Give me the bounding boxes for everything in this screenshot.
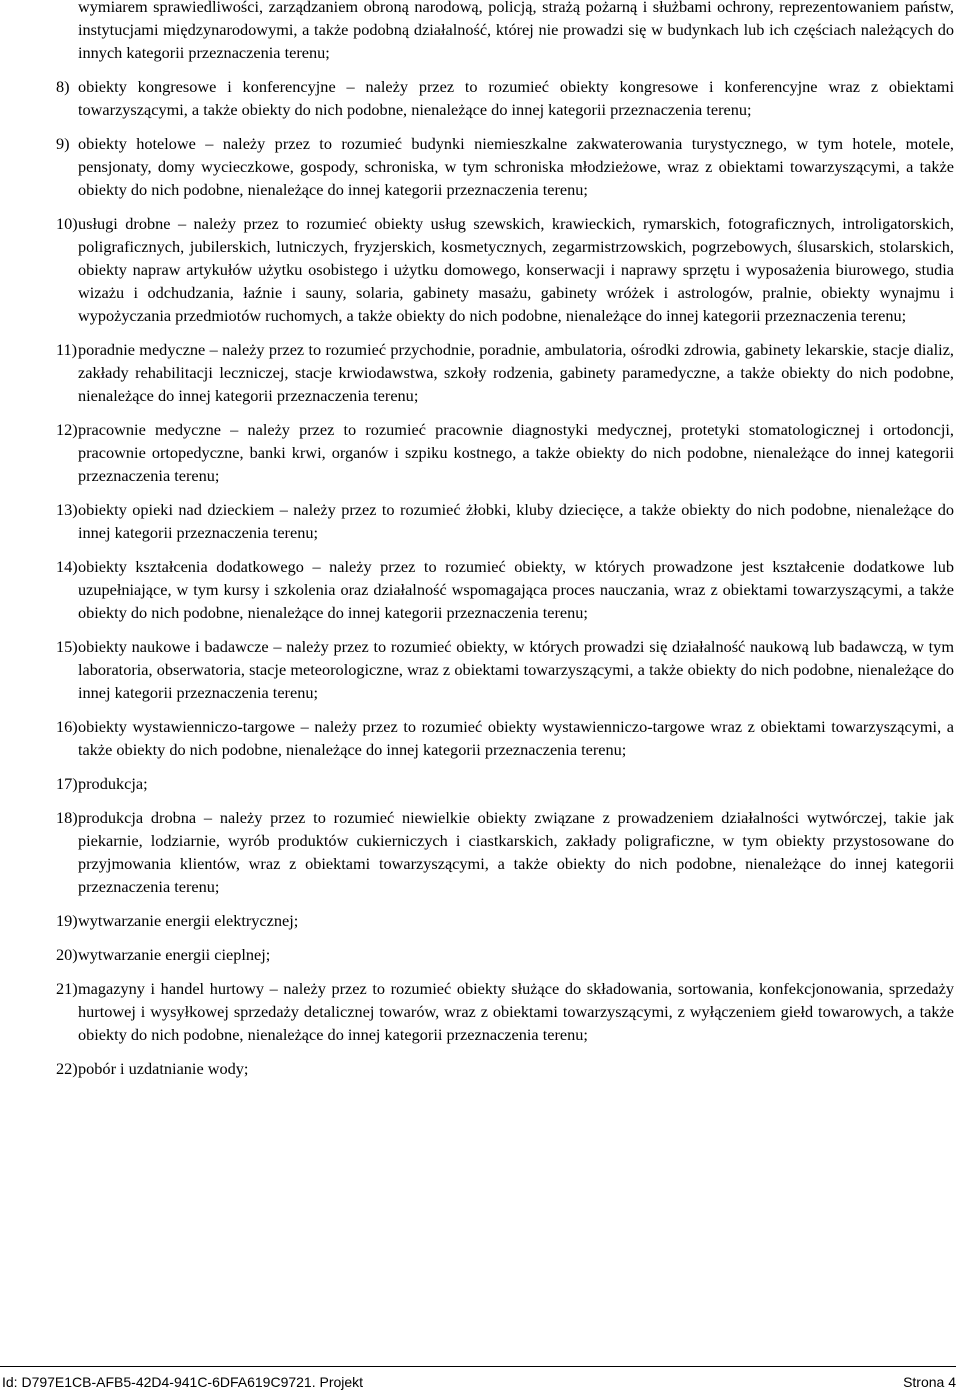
list-item-number: 10) <box>56 214 78 233</box>
list-item-number: 22) <box>56 1059 78 1078</box>
list-item-text: obiekty kształcenia dodatkowego – należy przez to rozumieć obiekty, w których prowadzone jest kształcenie dodatkowe lub uzupełniające, w tym kursy i szkolenia oraz działalność wspomagająca proces nauczania, wraz z obiektami towarzyszącymi, a także obiekty do nich podobne, nienależące do innej kategorii przeznaczenia terenu; <box>78 557 954 622</box>
list-item-text: obiekty kongresowe i konferencyjne – należy przez to rozumieć obiekty kongresowe i konferencyjne wraz z obiektami towarzyszącymi, a także obiekty do nich podobne, nienależące do innej kategorii przeznaczenia terenu; <box>78 77 954 119</box>
list-item <box>56 772 954 795</box>
list-item <box>56 715 954 761</box>
page-number: Strona 4 <box>903 1374 956 1390</box>
list-item <box>56 132 954 201</box>
list-item-text: poradnie medyczne – należy przez to rozumieć przychodnie, poradnie, ambulatoria, ośrodki zdrowia, gabinety lekarskie, stacje dializ, zakłady rehabilitacji leczniczej, stacje krwiodawstwa, szkoły rodzenia, gabinety paramedyczne, a także obiekty do nich podobne, nienależące do innej kategorii przeznaczenia terenu; <box>78 340 954 405</box>
document-id: Id: D797E1CB-AFB5-42D4-941C-6DFA619C9721. Projekt <box>2 1374 364 1390</box>
list-item-number: 20) <box>56 945 78 964</box>
list-item <box>56 909 954 932</box>
list-item-text: usługi drobne – należy przez to rozumieć obiekty usług szewskich, krawieckich, rymarskich, fotograficznych, introligatorskich, poligraficznych, jubilerskich, lutniczych, fryzjerskich, kosmetycznych, zegarmistrzowskich, pogrzebowych, ślusarskich, stolarskich, obiekty napraw artykułów użytku osobistego i użytku domowego, konserwacji i naprawy sprzętu i wyposażenia biurowego, studia wizażu i odchudzania, łaźnie i sauny, solaria, gabinety masażu, gabinety wróżek i astrologów, pralnie, obiekty wynajmu i wypożyczania przedmiotów ruchomych, a także obiekty do nich podobne, nienależące do innej kategorii przeznaczenia terenu; <box>78 214 954 325</box>
list-item-text: obiekty opieki nad dzieckiem – należy przez to rozumieć żłobki, kluby dziecięce, a także obiekty do nich podobne, nienależące do innej kategorii przeznaczenia terenu; <box>78 500 954 542</box>
page-footer <box>0 1366 956 1389</box>
list-item <box>56 212 954 327</box>
list-item-number: 11) <box>56 340 78 359</box>
list-item-number: 15) <box>56 637 78 656</box>
list-item-text: obiekty hotelowe – należy przez to rozumieć budynki niemieszkalne zakwaterowania turystycznego, w tym hotele, motele, pensjonaty, domy wycieczkowe, gospody, schroniska, w tym schroniska młodzieżowe, wraz z obiektami towarzyszącymi, a także obiekty do nich podobne, nienależące do innej kategorii przeznaczenia terenu; <box>78 134 954 199</box>
list-item-number: 17) <box>56 774 78 793</box>
list-item-number: 12) <box>56 420 78 439</box>
list-item-text: obiekty wystawienniczo-targowe – należy przez to rozumieć obiekty wystawienniczo-targowe wraz z obiektami towarzyszącymi, a także obiekty do nich podobne, nienależące do innej kategorii przeznaczenia terenu; <box>78 717 954 759</box>
list-item-number: 13) <box>56 500 78 519</box>
list-item <box>56 75 954 121</box>
list-item <box>56 498 954 544</box>
list-item-number: 14) <box>56 557 78 576</box>
list-item-text: wytwarzanie energii cieplnej; <box>78 945 271 964</box>
list-item <box>56 635 954 704</box>
list-item <box>56 806 954 898</box>
list-item <box>56 555 954 624</box>
continuation-paragraph: wymiarem sprawiedliwości, zarządzaniem obroną narodową, policją, strażą pożarną i służbami ochrony, reprezentowaniem państw, instytucjami międzynarodowymi, a także podobną działalność, której nie prowadzi się w budynkach lub ich częściach należących do innych kategorii przeznaczenia terenu; <box>78 0 954 62</box>
list-item-text: pobór i uzdatnianie wody; <box>78 1059 249 1078</box>
list-item <box>56 1057 954 1080</box>
document-content <box>56 0 954 1080</box>
list-item <box>56 338 954 407</box>
list-item <box>56 418 954 487</box>
list-item-text: wytwarzanie energii elektrycznej; <box>78 911 299 930</box>
list-item-number: 16) <box>56 717 78 736</box>
list-item-number: 9) <box>56 134 70 153</box>
list-item-text: magazyny i handel hurtowy – należy przez to rozumieć obiekty służące do składowania, sortowania, konfekcjonowania, sprzedaży hurtowej i wysyłkowej sprzedaży detalicznej towarów, wraz z obiektami towarzyszącymi, z wyłączeniem giełd towarowych, a także obiekty do nich podobne, nienależące do innej kategorii przeznaczenia terenu; <box>78 979 954 1044</box>
list-item <box>56 943 954 966</box>
list-item-number: 8) <box>56 77 70 96</box>
list-item-text: produkcja drobna – należy przez to rozumieć niewielkie obiekty związane z prowadzeniem działalności wytwórczej, takie jak piekarnie, lodziarnie, wyrób produktów cukierniczych i ciastkarskich, zakłady poligraficzne, w tym obiekty przystosowane do przyjmowania klientów, wraz z obiektami towarzyszącymi, a także obiekty do nich podobne, nienależące do innej kategorii przeznaczenia terenu; <box>78 808 954 896</box>
list-item-number: 18) <box>56 808 78 827</box>
list-item-text: pracownie medyczne – należy przez to rozumieć pracownie diagnostyki medycznej, protetyki stomatologicznej i ortodoncji, pracownie ortopedyczne, banki krwi, organów i szpiku kostnego, a także obiekty do nich podobne, nienależące do innej kategorii przeznaczenia terenu; <box>78 420 954 485</box>
list-item-text: obiekty naukowe i badawcze – należy przez to rozumieć obiekty, w których prowadzi się działalność naukową lub badawczą, w tym laboratoria, obserwatoria, stacje meteorologiczne, wraz z obiektami towarzyszącymi, a także obiekty do nich podobne, nienależące do innej kategorii przeznaczenia terenu; <box>78 637 954 702</box>
list-item <box>56 977 954 1046</box>
definition-list <box>56 75 954 1080</box>
list-item-number: 19) <box>56 911 78 930</box>
list-item-number: 21) <box>56 979 78 998</box>
list-item-text: produkcja; <box>78 774 148 793</box>
